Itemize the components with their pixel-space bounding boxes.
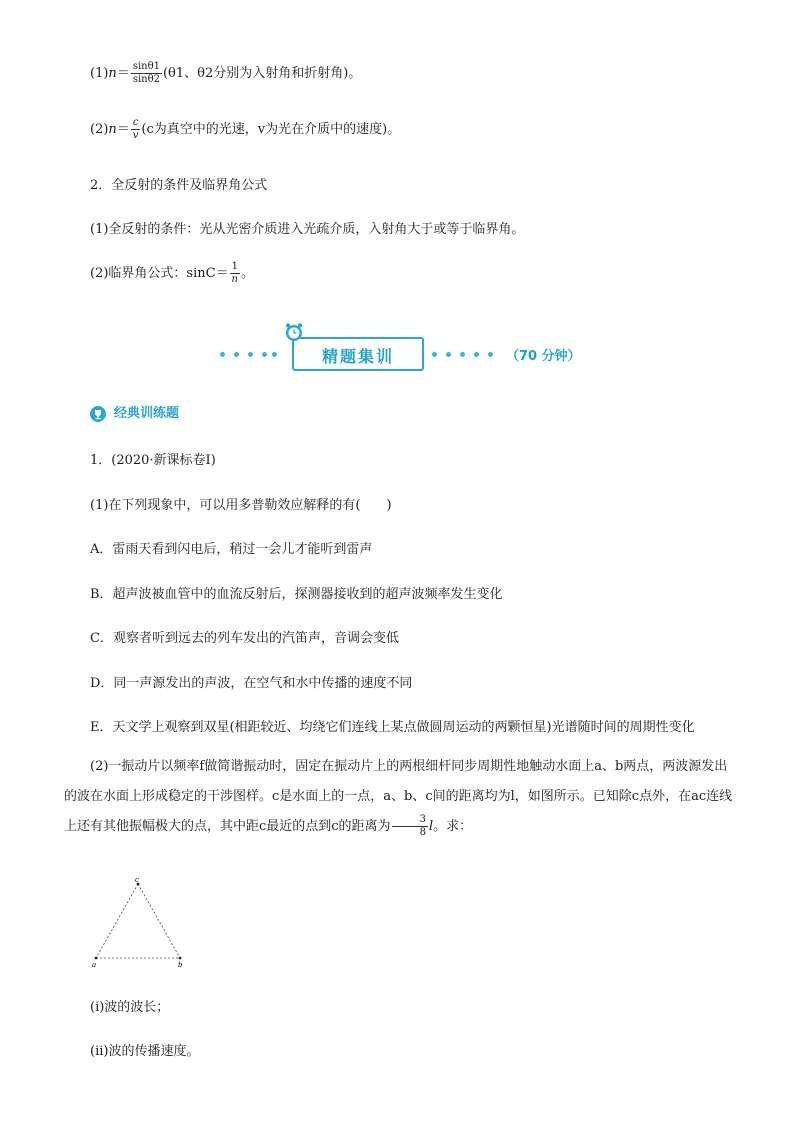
triangle-figure [88, 878, 188, 970]
option-b: B．超声波被血管中的血流反射后，探测器接收到的超声波频率发生变化 [90, 587, 503, 602]
length-variable: l [428, 819, 434, 834]
option-c: C．观察者听到远去的列车发出的汽笛声，音调会变低 [90, 631, 399, 646]
formula-description: (θ1、θ2分别为入射角和折射角)。 [162, 66, 362, 81]
distance-fraction [392, 815, 428, 838]
critical-angle-formula [90, 262, 254, 285]
point-a [95, 957, 98, 960]
banner-box [292, 337, 424, 371]
formula-variable: n [108, 122, 117, 137]
decor-dot [488, 352, 493, 357]
fraction-numerator: c [132, 117, 139, 128]
side-ac [96, 884, 138, 958]
label-c: c [135, 878, 139, 884]
alarm-clock-icon [284, 322, 304, 342]
section-title: 经典训练题 [114, 406, 180, 421]
trophy-icon [90, 406, 106, 422]
total-reflection-condition: (1)全反射的条件：光从光密介质进入光疏介质，入射角大于或等于临界角。 [90, 222, 525, 237]
question-part2 [64, 752, 734, 842]
decor-dot [474, 352, 479, 357]
fraction-denominator: n [231, 274, 238, 285]
option-a: A．雷雨天看到闪电后，稍过一会儿才能听到雷声 [90, 542, 373, 557]
critical-prefix: (2)临界角公式：sinC＝ [90, 266, 229, 281]
fraction-denominator: sinθ2 [132, 74, 160, 85]
banner-time: （70 分钟） [506, 349, 581, 364]
critical-suffix: 。 [240, 266, 254, 281]
decor-dot [248, 352, 253, 357]
option-d: D．同一声源发出的声波，在空气和水中传播的速度不同 [90, 676, 413, 691]
point-b [179, 957, 182, 960]
fraction-numerator: sinθ1 [132, 61, 160, 72]
decor-dot [272, 352, 277, 357]
refraction-formula: (1)n＝ $\frac{\sin\theta 1}{\sin\theta 2}$ (θ1、θ2分别为入射角和折射角)。 [90, 61, 362, 85]
fraction-numerator: 3 [392, 815, 428, 827]
total-reflection-heading: 2．全反射的条件及临界角公式 [90, 178, 268, 193]
part2-end: 。求： [433, 819, 473, 834]
speed-fraction [131, 118, 141, 141]
critical-fraction [230, 262, 240, 285]
decor-dot [432, 352, 437, 357]
part2-text: (2)一振动片以频率f做简谐振动时，固定在振动片上的两根细杆同步周期性地触动水面上a、b两点，两波源发出的波在水面上形成稳定的干涉图样。c是水面上的一点，a、b、c间的距离均为l，如图所示。已知除c点外，在ac连线上还有其他振幅极大的点，其中距c最近的点到c的距离为 [64, 759, 733, 834]
fraction-denominator: 8 [419, 827, 426, 838]
formula-prefix: (2) [90, 122, 109, 137]
question-number: 1．(2020·新课标卷Ⅰ) [90, 453, 216, 468]
decor-dot [460, 352, 465, 357]
section-banner [220, 322, 600, 372]
fraction-denominator: v [132, 130, 139, 141]
decor-dot [220, 352, 225, 357]
formula-prefix: (1) [90, 66, 109, 81]
decor-dot [234, 352, 239, 357]
formula-variable: n [108, 66, 117, 81]
banner-title: 精题集训 [321, 347, 394, 366]
label-b: b [178, 961, 183, 969]
label-a: a [92, 961, 97, 969]
sub-question-ii: (ii)波的传播速度。 [90, 1044, 200, 1059]
fraction-numerator: 1 [231, 261, 238, 272]
option-e: E．天文学上观察到双星(相距较近、均绕它们连线上某点做圆周运动的两颗恒星)光谱随时间的周期性变化 [90, 720, 695, 735]
decor-dot [446, 352, 451, 357]
side-bc [138, 884, 180, 958]
speed-formula: (2)n＝ $\frac{c}{v}$ (c为真空中的光速，v为光在介质中的速度)。 [90, 117, 401, 141]
question-part1: (1)在下列现象中，可以用多普勒效应解释的有( ) [90, 498, 392, 513]
sub-question-i: (i)波的波长； [90, 1000, 170, 1015]
decor-dot [262, 352, 267, 357]
formula-description: (c为真空中的光速，v为光在介质中的速度)。 [141, 122, 401, 137]
refraction-fraction [131, 62, 162, 85]
section-heading [90, 402, 179, 422]
